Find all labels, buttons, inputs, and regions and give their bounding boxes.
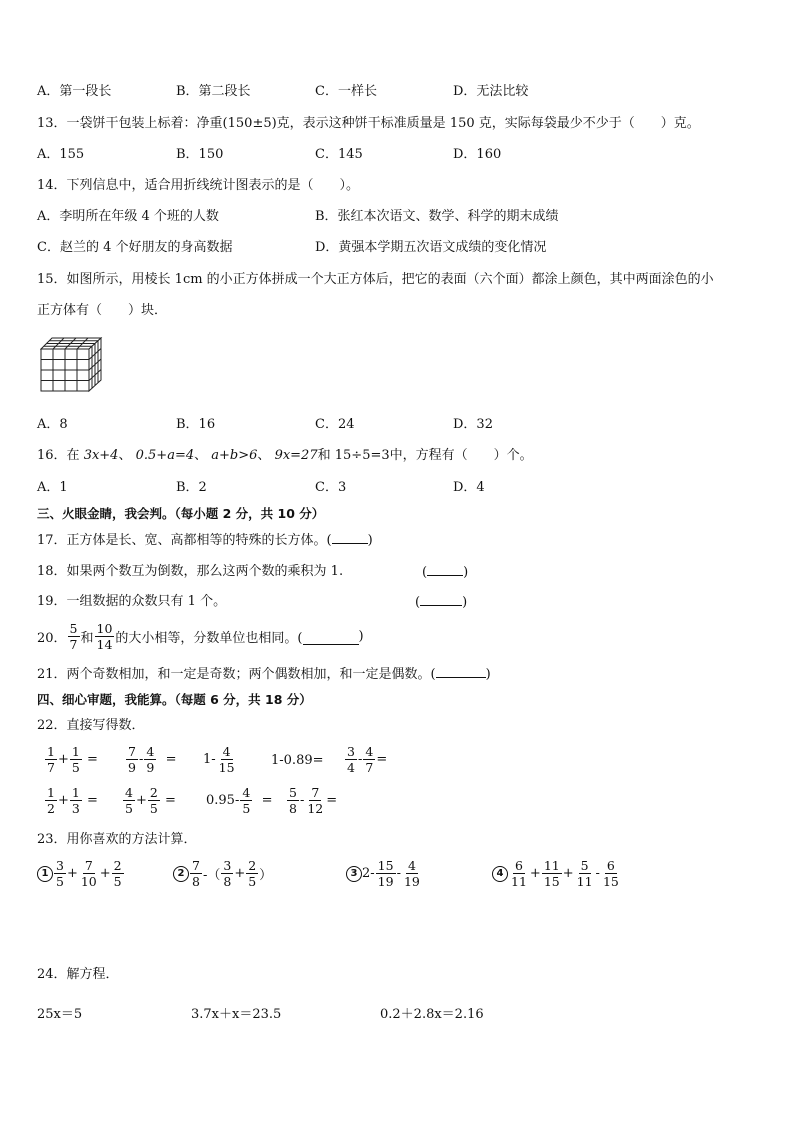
fraction bbox=[601, 858, 621, 889]
minuend: 1- bbox=[203, 752, 216, 767]
num: 2 bbox=[113, 858, 122, 873]
den: 10 bbox=[80, 874, 97, 889]
q16-sep-2: 、 bbox=[194, 448, 208, 463]
q23-stem: 23．用你喜欢的方法计算． bbox=[37, 832, 197, 847]
den: 9 bbox=[128, 760, 136, 775]
den: 2 bbox=[47, 801, 55, 816]
q20-f2-num: 10 bbox=[96, 621, 113, 636]
q17-answer-blank[interactable] bbox=[332, 531, 368, 544]
q13-stem bbox=[37, 115, 700, 133]
q16-suffix: 中，方程有（ ）个。 bbox=[389, 448, 533, 463]
circled-number-1: 1 bbox=[37, 866, 53, 882]
q14-stem: 14．下列信息中，适合用折线统计图表示的是（ ）。 bbox=[37, 178, 360, 193]
den: 5 bbox=[71, 760, 80, 775]
num: 4 bbox=[222, 744, 231, 759]
den: 5 bbox=[242, 801, 251, 816]
fraction bbox=[575, 858, 595, 889]
q21-text: 21．两个奇数相加，和一定是奇数；两个偶数相加，和一定是偶数。( bbox=[37, 667, 436, 682]
q24-equation-2: 3.7x＋x＝23.5 bbox=[191, 1007, 282, 1022]
q13-option-b: B．150 bbox=[176, 147, 224, 162]
q14-option-b: B．张红本次语文、数学、科学的期末成绩 bbox=[315, 209, 559, 224]
q19 bbox=[37, 593, 226, 611]
q16-expr-2: 0.5+a=4 bbox=[135, 448, 195, 463]
q16-and: 和 bbox=[317, 448, 331, 463]
q16-expr-5: 15÷5=3 bbox=[334, 448, 390, 463]
q12-option-b: B．第二段长 bbox=[176, 84, 251, 99]
q12-option-a: A．第一段长 bbox=[37, 84, 112, 99]
num: 7 bbox=[192, 858, 200, 873]
q23-item-3: 3 2- $\frac{15}{19}$ - $\frac{4}{19}$ bbox=[346, 858, 423, 889]
q19-answer bbox=[415, 593, 467, 612]
q14-option-c: C．赵兰的 4 个好朋友的身高数据 bbox=[37, 240, 233, 255]
q12-option-d: D．无法比较 bbox=[453, 84, 529, 99]
q22-item-9: $\frac{5}{8}$ - $\frac{7}{12}$ = bbox=[289, 785, 338, 816]
q13-option-a: A．155 bbox=[37, 147, 85, 162]
circled-number-3: 3 bbox=[346, 866, 362, 882]
q18-answer bbox=[422, 563, 468, 582]
q22-item-1: $\frac{1}{7}$ + $\frac{1}{5}$ = bbox=[47, 744, 98, 775]
fraction bbox=[376, 858, 396, 889]
q16-stem bbox=[37, 447, 533, 465]
q13-option-c: C．145 bbox=[315, 147, 363, 162]
num: 4 bbox=[125, 785, 133, 800]
q17 bbox=[37, 531, 373, 550]
equals: = bbox=[376, 752, 388, 767]
q14-option-d: D．黄强本学期五次语文成绩的变化情况 bbox=[315, 240, 547, 255]
q14-option-a: A．李明所在年级 4 个班的人数 bbox=[37, 209, 219, 224]
num: 4 bbox=[146, 744, 155, 759]
q16-sep-3: 、 bbox=[257, 448, 271, 463]
q15-stem-line1: 15．如图所示，用棱长 1cm 的小正方体拼成一个大正方体后，把它的表面（六个面）都涂上颜色，其中两面涂色的小 bbox=[37, 272, 714, 287]
num: 7 bbox=[128, 744, 136, 759]
den: 15 bbox=[218, 760, 235, 775]
q24-equation-3: 0.2＋2.8x＝2.16 bbox=[380, 1007, 484, 1022]
q13-stem-a: 13．一袋饼干包装上标着：净重(150 bbox=[37, 116, 253, 131]
q22-item-6: $\frac{1}{2}$ + $\frac{1}{3}$ = bbox=[47, 785, 98, 816]
q23-item-4: 4 $\frac{6}{11}$ + $\frac{11}{15}$ + $\frac{5}{11}$ - $\frac{6}{15}$ bbox=[492, 858, 622, 889]
fraction bbox=[70, 785, 82, 816]
fraction bbox=[240, 785, 252, 816]
num: 4 bbox=[242, 785, 251, 800]
minuend: 2- bbox=[362, 866, 375, 881]
den: 8 bbox=[223, 874, 232, 889]
q16-expr-3: a+b>6 bbox=[211, 448, 258, 463]
fraction bbox=[542, 858, 562, 889]
den: 11 bbox=[511, 874, 527, 889]
fraction bbox=[287, 785, 299, 816]
equals: = bbox=[86, 793, 98, 808]
q21-close: ) bbox=[485, 667, 491, 682]
num: 6 bbox=[606, 858, 615, 873]
q20-fraction-2 bbox=[95, 621, 115, 652]
fraction bbox=[148, 785, 160, 816]
q13-option-d: D．160 bbox=[453, 147, 502, 162]
q16-expr-1: 3x+4 bbox=[83, 448, 119, 463]
fraction bbox=[217, 744, 237, 775]
q21-answer-blank[interactable] bbox=[436, 665, 486, 678]
fraction bbox=[45, 785, 57, 816]
fraction bbox=[54, 858, 66, 889]
q17-text: 17．正方体是长、宽、高都相等的特殊的长方体。( bbox=[37, 533, 332, 548]
q22-item-5: $\frac{3}{4}$ - $\frac{4}{7}$ = bbox=[347, 744, 388, 775]
fraction bbox=[144, 744, 156, 775]
q18-open: ( bbox=[422, 565, 428, 580]
q22-item-4 bbox=[271, 753, 324, 768]
fraction bbox=[402, 858, 422, 889]
q18-answer-blank[interactable] bbox=[427, 563, 463, 576]
fraction bbox=[45, 744, 57, 775]
q22-item-2: $\frac{7}{9}$ - $\frac{4}{9}$ = bbox=[128, 744, 177, 775]
q16-option-c: C．3 bbox=[315, 480, 347, 495]
q24-stem: 24．解方程． bbox=[37, 967, 119, 982]
den: 15 bbox=[602, 874, 619, 889]
q22-stem: 22．直接写得数． bbox=[37, 718, 145, 733]
expression: 1-0.89= bbox=[271, 753, 324, 768]
minuend: 0.95- bbox=[206, 793, 240, 808]
num: 6 bbox=[514, 858, 523, 873]
num: 1 bbox=[71, 785, 80, 800]
q20-f1-den: 7 bbox=[69, 637, 78, 652]
circled-number-4: 4 bbox=[492, 866, 508, 882]
den: 19 bbox=[403, 874, 420, 889]
equals: = bbox=[165, 752, 177, 767]
fraction bbox=[221, 858, 233, 889]
q20 bbox=[37, 621, 364, 652]
den: 9 bbox=[146, 760, 155, 775]
fraction bbox=[70, 744, 82, 775]
q20-f2-den: 14 bbox=[96, 637, 113, 652]
num: 1 bbox=[71, 744, 80, 759]
q22-item-8 bbox=[206, 785, 272, 816]
q15-stem-line2: 正方体有（ ）块． bbox=[37, 303, 168, 318]
q20-suffix: 的大小相等，分数单位也相同。( bbox=[115, 631, 303, 646]
den: 12 bbox=[307, 801, 324, 816]
q13-pm: ± bbox=[252, 116, 264, 131]
q18-text: 18．如果两个数互为倒数，那么这两个数的乘积为 1. bbox=[37, 564, 344, 579]
den: 4 bbox=[347, 760, 355, 775]
fraction bbox=[509, 858, 529, 889]
fraction bbox=[363, 744, 375, 775]
q19-text: 19．一组数据的众数只有 1 个。 bbox=[37, 594, 227, 609]
q20-and: 和 bbox=[80, 631, 94, 646]
num: 3 bbox=[56, 858, 64, 873]
q23-item-2: 2 $\frac{7}{8}$ -（ $\frac{3}{8}$ + $\frac{2}{5}$ ） bbox=[173, 858, 272, 889]
equals: = bbox=[164, 793, 176, 808]
den: 5 bbox=[113, 874, 122, 889]
q18-close: ) bbox=[463, 565, 469, 580]
q16-option-b: B．2 bbox=[176, 480, 207, 495]
den: 8 bbox=[192, 874, 200, 889]
den: 3 bbox=[71, 801, 80, 816]
den: 7 bbox=[365, 760, 374, 775]
equals: = bbox=[326, 793, 338, 808]
q22-item-7: $\frac{4}{5}$ + $\frac{2}{5}$ = bbox=[125, 785, 176, 816]
q16-expr-4: 9x=27 bbox=[274, 448, 318, 463]
den: 5 bbox=[248, 874, 257, 889]
q20-f1-num: 5 bbox=[69, 621, 78, 636]
fraction bbox=[79, 858, 99, 889]
den: 11 bbox=[576, 874, 593, 889]
num: 4 bbox=[365, 744, 374, 759]
num: 5 bbox=[289, 785, 297, 800]
num: 1 bbox=[47, 785, 55, 800]
num: 4 bbox=[407, 858, 416, 873]
q13-stem-b: 5)克，表示这种饼干标准质量是 150 克，实际每袋最少不少于（ ）克。 bbox=[263, 116, 700, 131]
q20-answer-blank[interactable] bbox=[303, 632, 359, 645]
q20-fraction-1 bbox=[68, 621, 80, 652]
q24-equation-1: 25x＝5 bbox=[37, 1007, 83, 1022]
cube-figure bbox=[40, 337, 104, 393]
num: 11 bbox=[543, 858, 560, 873]
q21 bbox=[37, 665, 491, 684]
q16-option-a: A．1 bbox=[37, 480, 68, 495]
fraction bbox=[190, 858, 202, 889]
num: 5 bbox=[580, 858, 589, 873]
q15-option-c: C．24 bbox=[315, 417, 355, 432]
fraction bbox=[345, 744, 357, 775]
num: 7 bbox=[311, 785, 320, 800]
q15-option-d: D．32 bbox=[453, 417, 493, 432]
num: 1 bbox=[47, 744, 55, 759]
q20-close: ) bbox=[358, 629, 364, 644]
q18 bbox=[37, 563, 343, 581]
q19-answer-blank[interactable] bbox=[420, 593, 462, 606]
num: 7 bbox=[84, 858, 93, 873]
section-4-heading: 四、细心审题，我能算。（每题 6 分，共 18 分） bbox=[37, 692, 312, 707]
num: 2 bbox=[248, 858, 257, 873]
den: 19 bbox=[377, 874, 394, 889]
den: 5 bbox=[125, 801, 133, 816]
q19-open: ( bbox=[415, 595, 421, 610]
fraction bbox=[126, 744, 138, 775]
fraction bbox=[123, 785, 135, 816]
q22-item-3 bbox=[203, 744, 238, 775]
den: 15 bbox=[543, 874, 560, 889]
q20-prefix: 20． bbox=[37, 631, 67, 646]
den: 7 bbox=[47, 760, 55, 775]
fraction bbox=[112, 858, 124, 889]
equals: = bbox=[86, 752, 98, 767]
q15-option-b: B．16 bbox=[176, 417, 216, 432]
den: 5 bbox=[56, 874, 64, 889]
den: 5 bbox=[149, 801, 158, 816]
section-3-heading: 三、火眼金睛，我会判。（每小题 2 分，共 10 分） bbox=[37, 506, 325, 521]
circled-number-2: 2 bbox=[173, 866, 189, 882]
equals: = bbox=[261, 793, 273, 808]
num: 3 bbox=[223, 858, 232, 873]
fraction bbox=[246, 858, 258, 889]
q17-close: ) bbox=[367, 533, 373, 548]
q16-option-d: D．4 bbox=[453, 480, 485, 495]
q16-prefix: 16．在 bbox=[37, 448, 80, 463]
q19-close: ) bbox=[462, 595, 468, 610]
num: 15 bbox=[377, 858, 394, 873]
num: 2 bbox=[149, 785, 158, 800]
q23-item-1: 1 $\frac{3}{5}$ + $\frac{7}{10}$ + $\frac{2}{5}$ bbox=[37, 858, 125, 889]
den: 8 bbox=[289, 801, 297, 816]
q15-option-a: A．8 bbox=[37, 417, 68, 432]
num: 3 bbox=[347, 744, 355, 759]
fraction bbox=[305, 785, 325, 816]
q12-option-c: C．一样长 bbox=[315, 84, 377, 99]
q16-sep-1: 、 bbox=[118, 448, 132, 463]
